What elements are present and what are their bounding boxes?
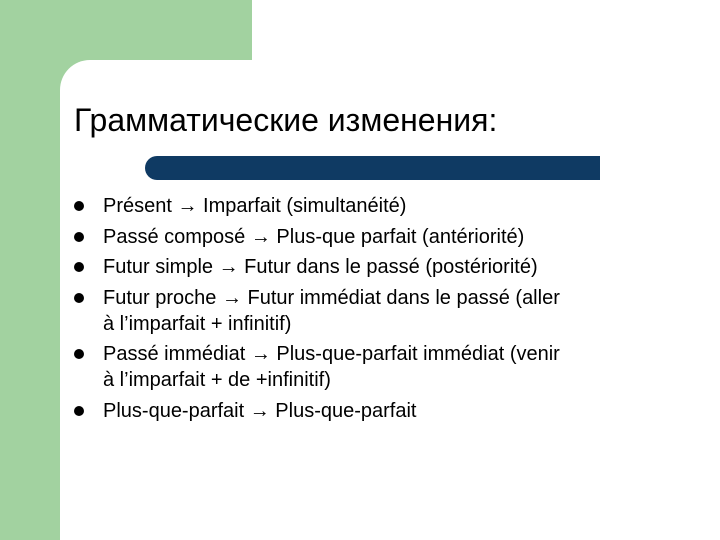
bullet-text-line: Passé composé → Plus-que parfait (antériorité) <box>103 225 525 248</box>
bullet-dot-icon <box>74 293 84 303</box>
bullet-item <box>74 341 674 393</box>
bullet-text-line: Futur simple → Futur dans le passé (postériorité) <box>103 256 538 278</box>
title-rule-bar <box>157 156 600 180</box>
bullet-item <box>74 285 674 337</box>
bullet-dot-icon <box>74 262 84 272</box>
bullet-item <box>74 398 674 424</box>
bullet-text-line: Plus-que-parfait → Plus-que-parfait <box>103 399 417 422</box>
bullet-item <box>74 224 674 250</box>
bullet-text-line: à l’imparfait + de +infinitif) <box>103 369 331 391</box>
bullet-list <box>74 193 674 428</box>
bullet-text-line: à l’imparfait + infinitif) <box>103 312 292 335</box>
bullet-text-line: Passé immédiat → Plus-que-parfait immédiat (venir <box>103 343 560 365</box>
bullet-text-line: Présent → Imparfait (simultanéité) <box>103 195 407 217</box>
bullet-item <box>74 254 674 280</box>
bullet-dot-icon <box>74 349 84 359</box>
bullet-text-line: Futur proche → Futur immédiat dans le passé (aller <box>103 286 560 309</box>
slide-title: Грамматические изменения: <box>74 102 498 138</box>
bullet-dot-icon <box>74 406 84 416</box>
bullet-dot-icon <box>74 232 84 242</box>
bullet-item <box>74 193 674 219</box>
bullet-dot-icon <box>74 201 84 211</box>
